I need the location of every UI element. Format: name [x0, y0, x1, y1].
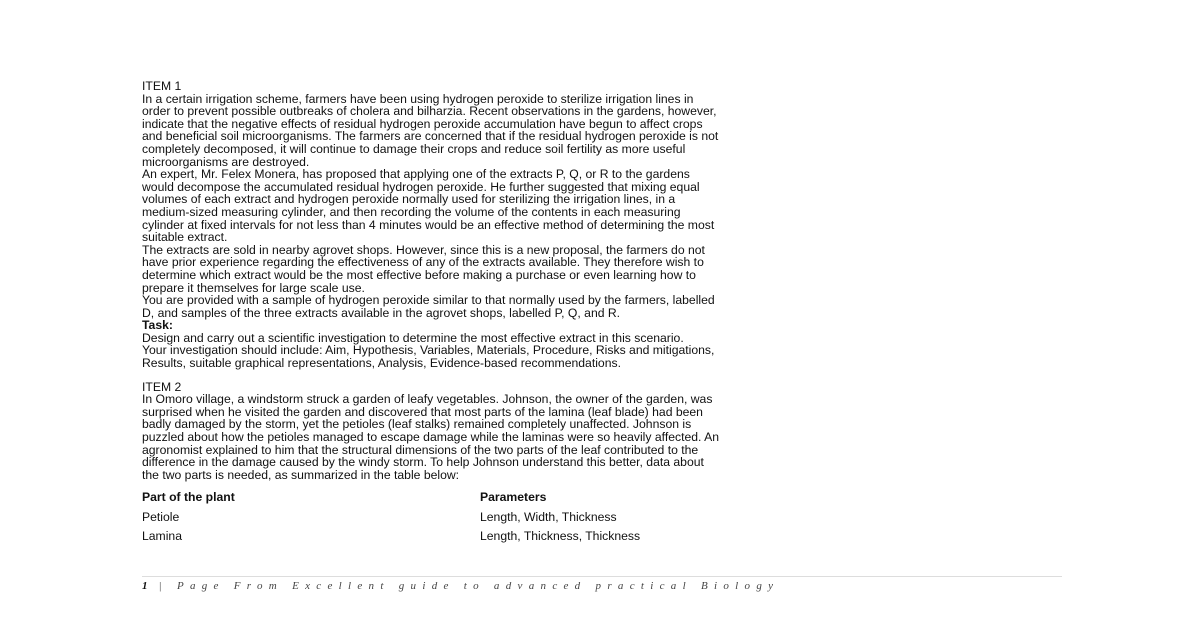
item1-line: prepare it themselves for large scale use.: [142, 280, 365, 295]
page-footer: [142, 576, 1062, 592]
item1-line: In a certain irrigation scheme, farmers have been using hydrogen peroxide to sterilize irrigation lines in: [142, 91, 694, 106]
item1-heading: ITEM 1: [142, 79, 182, 93]
page-number: 1: [142, 580, 150, 592]
item2-section: [142, 381, 1057, 550]
item1-line: The extracts are sold in nearby agrovet shops. However, since this is a new proposal, the farmers do not: [142, 242, 705, 257]
task-line: Design and carry out a scientific investigation to determine the most effective extract in this scenario.: [142, 330, 684, 345]
item1-line: D, and samples of the three extracts available in the agrovet shops, labelled P, Q, and R.: [142, 305, 621, 320]
item2-heading: ITEM 2: [142, 379, 182, 394]
item1-line: microorganisms are destroyed.: [142, 154, 310, 169]
item1-line: cylinder at fixed intervals for not less than 4 minutes would be an effective method of determining the most: [142, 217, 715, 232]
item2-line: In Omoro village, a windstorm struck a garden of leafy vegetables. Johnson, the owner of the garden, was: [142, 392, 713, 407]
table-cell-part: Lamina: [142, 529, 182, 544]
footer-text: Page From Excellent guide to advanced practical Biology: [176, 580, 780, 592]
item1-line: You are provided with a sample of hydrogen peroxide similar to that normally used by the farmers, labelled: [142, 293, 715, 308]
table-header-row: [142, 491, 640, 511]
table-cell-parameters: Length, Thickness, Thickness: [480, 529, 641, 544]
item2-line: agronomist explained to him that the structural dimensions of the two parts of the leaf contributed to the: [142, 442, 699, 457]
table-cell-parameters: Length, Width, Thickness: [480, 509, 617, 524]
item1-line: have prior experience regarding the effectiveness of any of the extracts available. They therefore wish to: [142, 255, 704, 270]
item1-line: medium-sized measuring cylinder, and then recording the volume of the contents in each measuring: [142, 204, 681, 219]
item2-line: puzzled about how the petioles managed to escape damage while the laminas were so heavily affected. An: [142, 430, 720, 445]
item1-line: determine which extract would be the most effective before making a purchase or even learning how to: [142, 267, 696, 282]
leaf-parameters-table: [142, 491, 640, 550]
item1-line: would decompose the accumulated residual hydrogen peroxide. He further suggested that mixing equal: [142, 179, 700, 194]
table-row: [142, 530, 640, 550]
item1-line: indicate that the negative effects of residual hydrogen peroxide accumulation have begun to affect crops: [142, 116, 703, 131]
item2-line: difference in the damage caused by the windy storm. To help Johnson understand this better, data about: [142, 455, 704, 470]
section-spacer: [142, 370, 1057, 381]
table-row: [142, 511, 640, 531]
item1-line: volumes of each extract and hydrogen peroxide normally used for sterilizing the irrigation lines, in a: [142, 192, 676, 207]
item1-line: An expert, Mr. Felex Monera, has proposed that applying one of the extracts P, Q, or R to the gardens: [142, 167, 690, 182]
task-line: Results, suitable graphical representations, Analysis, Evidence-based recommendations.: [142, 356, 621, 371]
table-header-parameters: Parameters: [480, 490, 547, 505]
item1-line: suitable extract.: [142, 230, 228, 245]
table-cell-part: Petiole: [142, 509, 180, 524]
document-page: [142, 80, 1057, 550]
item2-line: badly damaged by the storm, yet the petioles (leaf stalks) remained completely unaffected. Johnson is: [142, 417, 692, 432]
item2-line: surprised when he visited the garden and discovered that most parts of the lamina (leaf blade) had been: [142, 404, 703, 419]
item1-line: and beneficial soil microorganisms. The farmers are concerned that if the residual hydrogen peroxide is not: [142, 129, 719, 144]
table-header-part: Part of the plant: [142, 490, 235, 505]
footer-separator: |: [149, 580, 177, 592]
item2-line: the two parts is needed, as summarized in the table below:: [142, 467, 460, 482]
item1-line: order to prevent possible outbreaks of cholera and bilharzia. Recent observations in the gardens, however,: [142, 104, 717, 119]
item1-section: [142, 80, 1057, 370]
item1-line: completely decomposed, it will continue to damage their crops and reduce soil fertility as more useful: [142, 141, 686, 156]
task-label: Task:: [142, 318, 173, 333]
task-line: Your investigation should include: Aim, Hypothesis, Variables, Materials, Procedure, Risks and mitigations,: [142, 343, 715, 358]
